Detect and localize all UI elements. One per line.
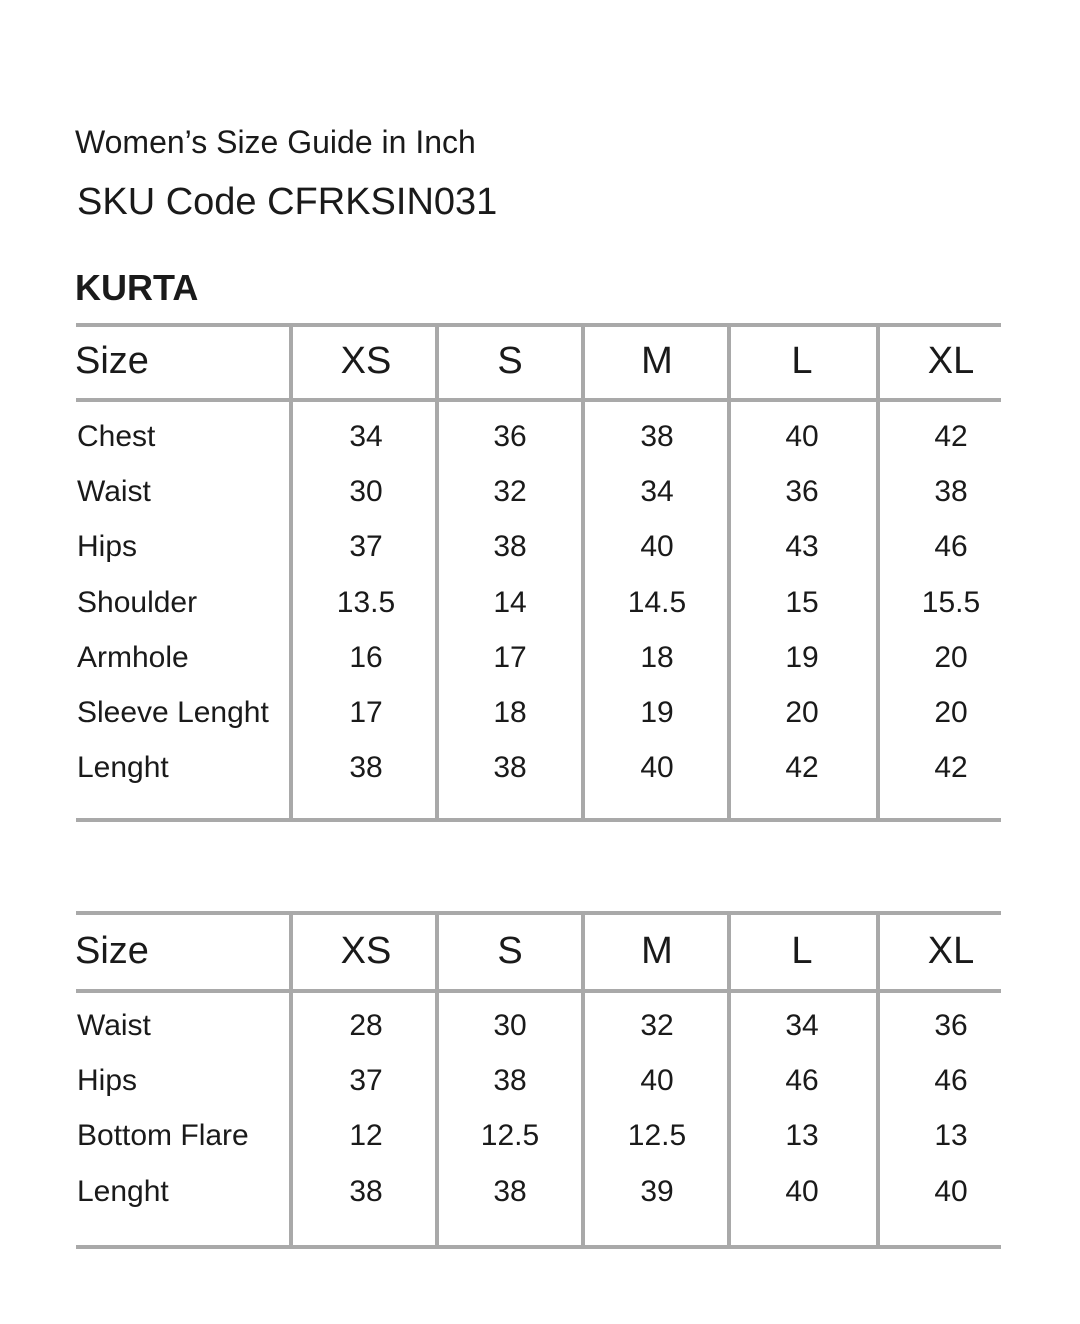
table-top-rule <box>76 911 1001 915</box>
measurement-value: 36 <box>934 1009 968 1042</box>
row-label: Bottom Flare <box>77 1119 249 1153</box>
measurement-value: 32 <box>640 1009 674 1042</box>
row-label: Shoulder <box>77 585 198 619</box>
column-divider <box>581 323 585 822</box>
size-header-xl: XL <box>927 340 975 382</box>
measurement-value: 38 <box>349 751 383 785</box>
measurement-value: 42 <box>934 751 968 785</box>
measurement-value: 40 <box>640 530 674 564</box>
measurement-value: 17 <box>493 640 527 674</box>
size-header-s: S <box>497 340 523 382</box>
measurement-value: 40 <box>934 1174 968 1208</box>
measurement-value: 14.5 <box>627 585 687 619</box>
size-header-xs: XS <box>340 340 392 382</box>
table-header-rule <box>76 398 1001 402</box>
row-label: Waist <box>77 1009 151 1042</box>
measurement-value: 46 <box>785 1064 819 1098</box>
measurement-value: 38 <box>493 1064 527 1098</box>
measurement-value: 40 <box>640 751 674 785</box>
sku-code: SKU Code CFRKSIN031 <box>77 181 498 223</box>
measurement-value: 12.5 <box>627 1119 687 1153</box>
page-title: Women’s Size Guide in Inch <box>75 124 476 160</box>
measurement-value: 38 <box>934 475 968 509</box>
measurement-value: 40 <box>785 420 819 453</box>
table-top-rule <box>76 323 1001 327</box>
measurement-value: 15.5 <box>921 585 981 619</box>
measurement-value: 30 <box>349 475 383 509</box>
row-label: Chest <box>77 420 156 453</box>
measurement-value: 38 <box>493 1174 527 1208</box>
measurement-value: 19 <box>785 640 819 674</box>
size-header-m: M <box>641 930 673 972</box>
size-header-s: S <box>497 930 523 972</box>
measurement-value: 16 <box>349 640 383 674</box>
table-bottom-rule <box>76 1245 1001 1249</box>
column-divider <box>727 911 731 1249</box>
measurement-value: 14 <box>493 585 527 619</box>
measurement-value: 17 <box>349 696 383 729</box>
measurement-value: 42 <box>785 751 819 785</box>
header-size-label: Size <box>75 930 149 972</box>
measurement-value: 36 <box>785 475 819 509</box>
column-divider <box>581 911 585 1249</box>
measurement-value: 18 <box>493 696 527 729</box>
size-header-m: M <box>641 340 673 382</box>
measurement-value: 39 <box>640 1174 674 1208</box>
measurement-value: 46 <box>934 530 968 564</box>
measurement-value: 40 <box>640 1064 674 1098</box>
size-header-xs: XS <box>340 930 392 972</box>
table-header-rule <box>76 989 1001 993</box>
measurement-value: 46 <box>934 1064 968 1098</box>
size-header-l: L <box>791 930 813 972</box>
column-divider <box>876 323 880 822</box>
measurement-value: 30 <box>493 1009 527 1042</box>
measurement-value: 12.5 <box>480 1119 540 1153</box>
measurement-value: 18 <box>640 640 674 674</box>
measurement-value: 34 <box>785 1009 819 1042</box>
measurement-value: 13 <box>934 1119 968 1153</box>
measurement-value: 34 <box>349 420 383 453</box>
measurement-value: 43 <box>785 530 819 564</box>
measurement-value: 38 <box>349 1174 383 1208</box>
measurement-value: 19 <box>640 696 674 729</box>
measurement-value: 15 <box>785 585 819 619</box>
measurement-value: 13 <box>785 1119 819 1153</box>
row-label: Waist <box>77 475 151 509</box>
measurement-value: 37 <box>349 530 383 564</box>
header-size-label: Size <box>75 340 149 382</box>
column-divider <box>876 911 880 1249</box>
size-header-xl: XL <box>927 930 975 972</box>
column-divider <box>289 911 293 1249</box>
measurement-value: 36 <box>493 420 527 453</box>
measurement-value: 20 <box>934 696 968 729</box>
section-title: KURTA <box>75 267 199 308</box>
measurement-value: 37 <box>349 1064 383 1098</box>
column-divider <box>289 323 293 822</box>
table-bottom-rule <box>76 818 1001 822</box>
measurement-value: 38 <box>493 530 527 564</box>
measurement-value: 34 <box>640 475 674 509</box>
measurement-value: 13.5 <box>336 585 396 619</box>
measurement-value: 20 <box>934 640 968 674</box>
row-label: Sleeve Lenght <box>77 696 269 729</box>
size-header-l: L <box>791 340 813 382</box>
column-divider <box>435 323 439 822</box>
row-label: Lenght <box>77 751 169 785</box>
measurement-value: 28 <box>349 1009 383 1042</box>
measurement-value: 12 <box>349 1119 383 1153</box>
row-label: Armhole <box>77 640 189 674</box>
row-label: Hips <box>77 530 138 564</box>
row-label: Hips <box>77 1064 138 1098</box>
measurement-value: 32 <box>493 475 527 509</box>
measurement-value: 38 <box>640 420 674 453</box>
measurement-value: 40 <box>785 1174 819 1208</box>
row-label: Lenght <box>77 1174 169 1208</box>
column-divider <box>727 323 731 822</box>
measurement-value: 38 <box>493 751 527 785</box>
measurement-value: 20 <box>785 696 819 729</box>
measurement-value: 42 <box>934 420 968 453</box>
